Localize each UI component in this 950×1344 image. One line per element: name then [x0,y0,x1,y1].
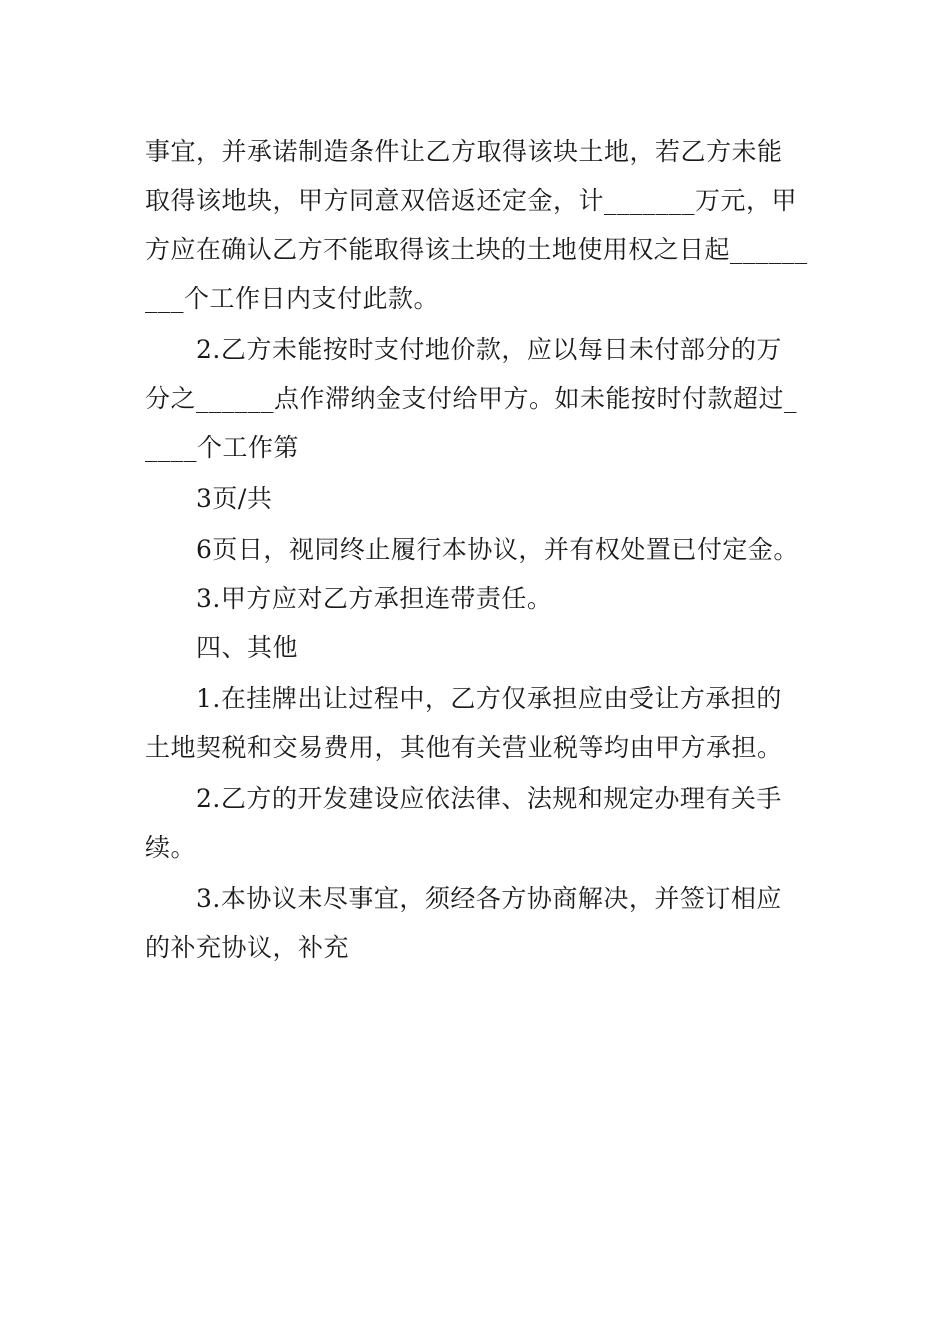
text-line-2: 取得该地块，甲方同意双倍返还定金，计_______万元，甲 [145,186,798,215]
text-line-9: 6页日，视同终止履行本协议，并有权处置已付定金。 [196,535,799,564]
text-line-5: 2.乙方未能按时支付地价款，应以每日未付部分的万 [196,335,782,364]
text-line-16: 3.本协议未尽事宜，须经各方协商解决，并签订相应 [196,884,782,913]
text-line-15: 续。 [145,833,197,862]
text-line-7: ____个工作第 [145,433,300,462]
text-line-17: 的补充协议，补充 [145,933,350,962]
text-line-14: 2.乙方的开发建设应依法律、法规和规定办理有关手 [196,784,782,813]
section-heading-other: 四、其他 [196,633,299,662]
text-line-3: 方应在确认乙方不能取得该土块的土地使用权之日起______ [145,235,808,264]
text-line-6: 分之______点作滞纳金支付给甲方。如未能按时付款超过_ [145,384,798,413]
text-line-12: 1.在挂牌出让过程中，乙方仅承担应由受让方承担的 [196,684,782,713]
text-line-13: 土地契税和交易费用，其他有关营业税等均由甲方承担。 [145,733,783,762]
text-line-1: 事宜，并承诺制造条件让乙方取得该块土地，若乙方未能 [145,137,783,166]
text-line-10: 3.甲方应对乙方承担连带责任。 [196,584,553,613]
page-indicator-current: 3页/共 [196,484,273,513]
text-line-4: ___个工作日内支付此款。 [145,284,440,313]
